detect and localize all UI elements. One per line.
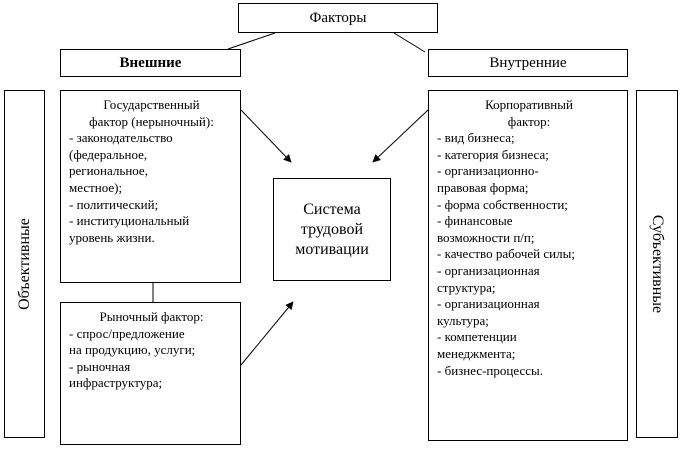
corporate-factor-item: - организационно- bbox=[437, 163, 539, 179]
corporate-factor-title-line: фактор: bbox=[507, 113, 551, 129]
corporate-factor-item: структура; bbox=[437, 279, 496, 295]
motivation-system-box bbox=[273, 178, 391, 281]
motivation-system-line: Система bbox=[303, 200, 361, 218]
corporate-factor-item: - финансовые bbox=[437, 213, 513, 229]
corporate-factor-item: - форма собственности; bbox=[437, 196, 568, 212]
external-box bbox=[60, 49, 241, 77]
state-factor-item: (федеральное, bbox=[69, 146, 148, 162]
arrow-state-to-system bbox=[241, 110, 291, 162]
objective-box bbox=[4, 90, 45, 438]
state-factor-item: - институциональный bbox=[69, 213, 190, 229]
state-factor-title-line: фактор (нерыночный): bbox=[89, 113, 214, 129]
market-factor-item: - рыночная bbox=[69, 358, 131, 374]
corporate-factor-item: - качество рабочей силы; bbox=[437, 246, 575, 262]
state-factor-item: уровень жизни. bbox=[69, 229, 155, 245]
subjective-label: Субъективные bbox=[649, 214, 666, 314]
corporate-factor-box bbox=[428, 90, 628, 441]
market-factor-item: на продукцию, услуги; bbox=[69, 342, 196, 358]
corporate-factor-item: - компетенции bbox=[437, 329, 517, 345]
motivation-system-title bbox=[295, 200, 369, 260]
internal-label: Внутренние bbox=[489, 54, 567, 71]
corporate-factor-item: правовая форма; bbox=[437, 179, 529, 195]
line-factors-to-external bbox=[228, 33, 275, 49]
state-factor-title-line: Государственный bbox=[103, 97, 200, 112]
corporate-factor-item: менеджмента; bbox=[437, 345, 516, 361]
market-factor-title-line: Рыночный фактор: bbox=[99, 309, 204, 324]
corporate-factor-item: возможности п/п; bbox=[437, 229, 535, 245]
corporate-factor-item: - организационная bbox=[437, 296, 540, 312]
corporate-factor-item: - категория бизнеса; bbox=[437, 146, 549, 162]
objective-label: Объективные bbox=[15, 218, 33, 310]
arrow-market-to-system bbox=[241, 302, 293, 365]
state-factor-item: местное); bbox=[69, 179, 123, 195]
motivation-system-line: мотивации bbox=[295, 240, 369, 258]
market-factor-box bbox=[60, 302, 241, 445]
internal-box bbox=[428, 49, 628, 77]
factors-label: Факторы bbox=[309, 9, 367, 26]
market-factor-item: - спрос/предложение bbox=[69, 325, 185, 341]
corporate-factor-title-line: Корпоративный bbox=[485, 97, 573, 112]
subjective-box bbox=[636, 90, 678, 438]
line-factors-to-internal bbox=[394, 33, 425, 52]
state-factor-box bbox=[60, 90, 241, 283]
market-factor-title bbox=[69, 309, 234, 326]
market-factor-item: инфраструктура; bbox=[69, 375, 163, 391]
corporate-factor-item: культура; bbox=[437, 312, 489, 328]
external-label: Внешние bbox=[119, 54, 182, 71]
corporate-factor-item: - бизнес-процессы. bbox=[437, 362, 543, 378]
motivation-system-line: трудовой bbox=[300, 220, 364, 238]
state-factor-title bbox=[69, 97, 234, 130]
state-factor-item: региональное, bbox=[69, 163, 148, 179]
state-factor-item: - политический; bbox=[69, 196, 159, 212]
corporate-factor-item: - вид бизнеса; bbox=[437, 130, 515, 146]
corporate-factor-item: - организационная bbox=[437, 262, 540, 278]
factors-box bbox=[238, 3, 438, 33]
corporate-factor-title bbox=[437, 97, 621, 130]
arrow-corporate-to-system bbox=[373, 110, 428, 162]
state-factor-item: - законодательство bbox=[69, 130, 173, 146]
